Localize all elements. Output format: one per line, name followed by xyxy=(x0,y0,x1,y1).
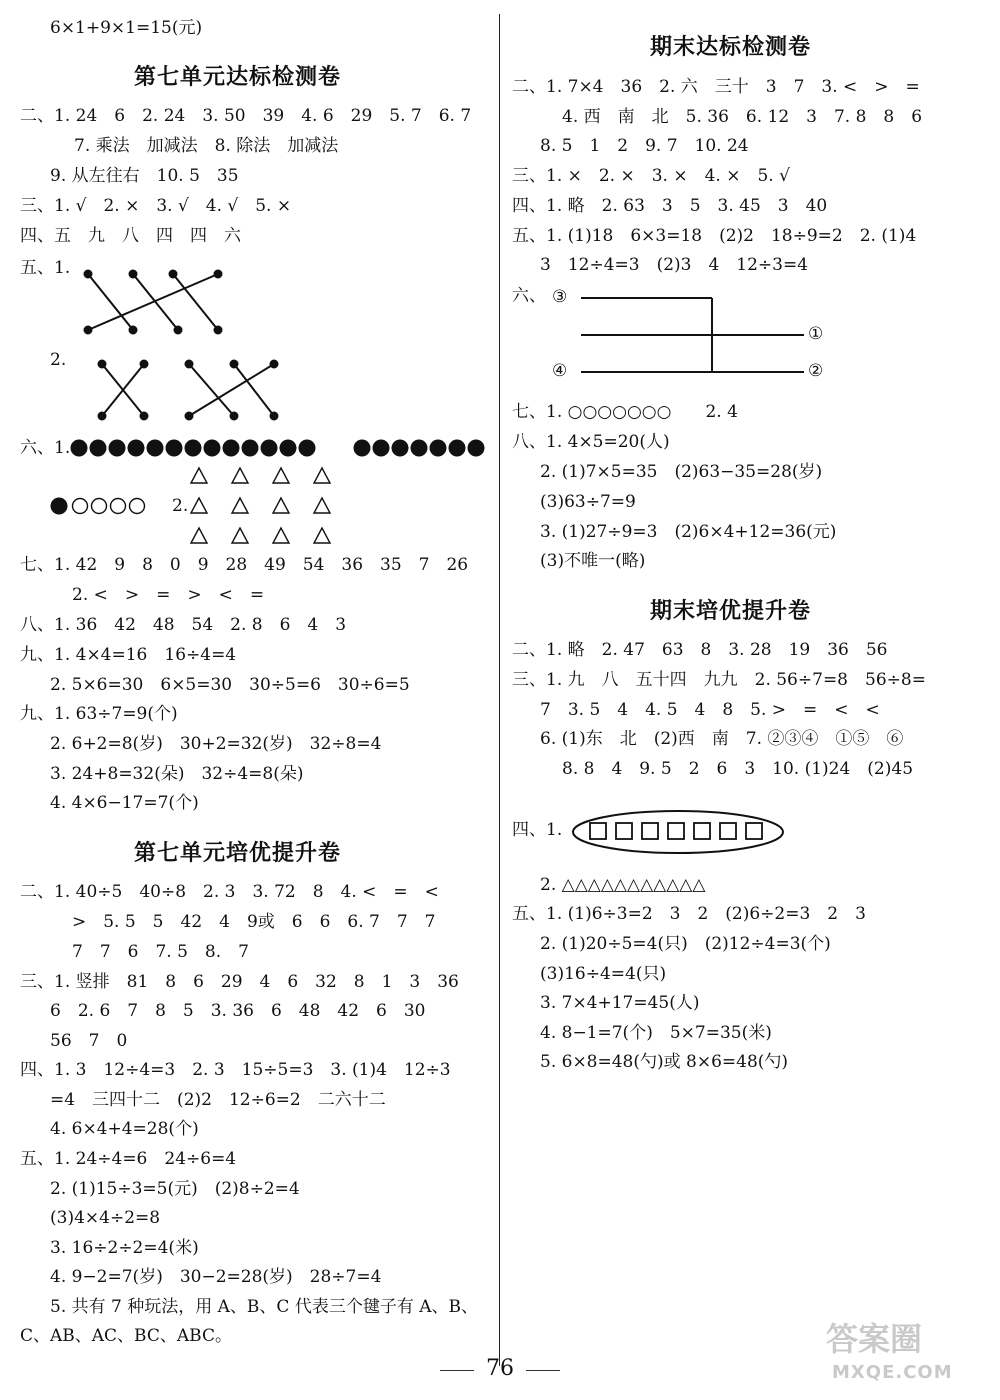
answer-line: 7. 乘法 加减法 8. 除法 加减法 xyxy=(74,136,339,156)
answer-line: 56 7 0 xyxy=(50,1031,128,1051)
answer-label: 六、1. xyxy=(20,438,71,458)
answer-line: 4. 西 南 北 5. 36 6. 12 3 7. 8 8 6 xyxy=(562,107,923,127)
answer-line: (3)63÷7=9 xyxy=(540,492,636,512)
answer-label: 2. xyxy=(172,496,189,516)
answer-line: 4. 6×4+4=28(个) xyxy=(50,1119,199,1139)
triangles-row xyxy=(190,526,340,546)
answer-line: 2. xyxy=(50,350,67,370)
answer-line: 4. 8−1=7(个) 5×7=35(米) xyxy=(540,1023,772,1043)
answer-line: 2. < > = > < = xyxy=(72,585,265,605)
answer-line: (3)4×4÷2=8 xyxy=(50,1208,161,1228)
answer-line: 2. (1)7×5=35 (2)63−35=28(岁) xyxy=(540,462,823,482)
circled-label: ② xyxy=(808,361,824,381)
answer-line: 三、1. 竖排 81 8 6 29 4 6 32 8 1 3 36 xyxy=(20,972,459,992)
answer-line: 二、1. 7×4 36 2. 六 三十 3 7 3. < > = xyxy=(512,77,920,97)
answer-line: 四、五 九 八 四 四 六 xyxy=(20,226,241,246)
answer-line: 5. 共有 7 种玩法，用 A、B、C 代表三个毽子有 A、B、 xyxy=(50,1297,479,1317)
answer-line: 7 3. 5 4 4. 5 4 8 5. > = < < xyxy=(540,700,880,720)
answer-line: 2. △△△△△△△△△△△ xyxy=(540,875,706,895)
matching-lines-figure-2 xyxy=(94,356,284,426)
answer-label: 四、1. xyxy=(512,820,563,840)
answer-line: 五、1. (1)6÷3=2 3 2 (2)6÷2=3 2 3 xyxy=(512,904,866,924)
section-title-final-standard: 期末达标检测卷 xyxy=(650,35,812,60)
answer-line: 九、1. 63÷7=9(个) xyxy=(20,704,178,724)
answer-line: 五、1. 24÷4=6 24÷6=4 xyxy=(20,1149,237,1169)
answer-line: 3. 24+8=32(朵) 32÷4=8(朵) xyxy=(50,764,304,784)
triangles-row xyxy=(190,466,340,486)
answer-line: 3 12÷4=3 (2)3 4 12÷3=4 xyxy=(540,255,809,275)
answer-line: 8. 8 4 9. 5 2 6 3 10. (1)24 (2)45 xyxy=(562,759,914,779)
answer-line: 5. 6×8=48(勺)或 8×6=48(勺) xyxy=(540,1052,789,1072)
answer-line: 二、1. 40÷5 40÷8 2. 3 3. 72 8 4. < = < xyxy=(20,882,439,902)
answer-line: 3. 7×4+17=45(人) xyxy=(540,993,700,1013)
page-number: 76 xyxy=(486,1356,514,1381)
answer-line: 五、1. xyxy=(20,258,71,278)
answer-line: 三、1. × 2. × 3. × 4. × 5. √ xyxy=(512,166,790,186)
circled-label: ① xyxy=(808,324,824,344)
answer-line: 3. (1)27÷9=3 (2)6×4+12=36(元) xyxy=(540,522,837,542)
answer-line: 七、1. ○○○○○○○ 2. 4 xyxy=(512,402,738,422)
answer-line: 2. (1)15÷3=5(元) (2)8÷2=4 xyxy=(50,1179,300,1199)
answer-line: 6 2. 6 7 8 5 3. 36 6 48 42 6 30 xyxy=(50,1001,426,1021)
answer-line: C、AB、AC、BC、ABC。 xyxy=(20,1326,232,1346)
answer-line: 2. 6+2=8(岁) 30+2=32(岁) 32÷8=4 xyxy=(50,734,382,754)
answer-line: 四、1. 略 2. 63 3 5 3. 45 3 40 xyxy=(512,196,828,216)
answer-line: > 5. 5 5 42 4 9或 6 6 6. 7 7 7 xyxy=(72,912,436,932)
answer-line: 五、1. (1)18 6×3=18 (2)2 18÷9=2 2. (1)4 xyxy=(512,226,917,246)
answer-line: 3. 16÷2÷2=4(米) xyxy=(50,1238,199,1258)
answer-line: (3)不唯一(略) xyxy=(540,551,646,571)
answer-line: 三、1. √ 2. × 3. √ 4. √ 5. × xyxy=(20,196,292,216)
answer-line: 七、1. 42 9 8 0 9 28 49 54 36 35 7 26 xyxy=(20,555,469,575)
section-title-final-advanced: 期末培优提升卷 xyxy=(650,599,812,624)
answer-line: 三、1. 九 八 五十四 九九 2. 56÷7=8 56÷8= xyxy=(512,670,926,690)
watermark-bottom: MXQE.COM xyxy=(832,1362,953,1383)
answer-line: 九、1. 4×4=16 16÷4=4 xyxy=(20,645,237,665)
watermark-top: 答案圈 xyxy=(826,1320,923,1358)
ellipse-squares-figure xyxy=(570,808,786,856)
answer-line: 4. 9−2=7(岁) 30−2=28(岁) 28÷7=4 xyxy=(50,1267,382,1287)
matching-lines-figure-1 xyxy=(78,262,238,342)
triangles-row xyxy=(190,496,340,516)
answer-line: 二、1. 略 2. 47 63 8 3. 28 19 36 56 xyxy=(512,640,888,660)
footer-dash xyxy=(526,1370,560,1371)
circled-label: ④ xyxy=(552,361,568,381)
answer-line: 四、1. 3 12÷4=3 2. 3 15÷5=3 3. (1)4 12÷3 xyxy=(20,1060,451,1080)
filled-dots-row xyxy=(70,436,494,460)
mixed-dots-row xyxy=(50,496,154,516)
answer-line: (3)16÷4=4(只) xyxy=(540,964,667,984)
watermark-logo xyxy=(818,1312,993,1392)
answer-line: 八、1. 4×5=20(人) xyxy=(512,432,670,452)
circled-label: ③ xyxy=(552,287,568,307)
column-divider xyxy=(499,14,500,1366)
answer-line: 7 7 6 7. 5 8. 7 xyxy=(72,942,249,962)
path-diagram xyxy=(536,284,858,386)
answer-line: 八、1. 36 42 48 54 2. 8 6 4 3 xyxy=(20,615,347,635)
answer-line: 9. 从左往右 10. 5 35 xyxy=(50,166,239,186)
answer-line: 8. 5 1 2 9. 7 10. 24 xyxy=(540,136,749,156)
answer-line: 6. (1)东 北 (2)西 南 7. ②③④ ①⑤ ⑥ xyxy=(540,729,904,749)
answer-line: 2. 5×6=30 6×5=30 30÷5=6 30÷6=5 xyxy=(50,675,410,695)
answer-line: =4 三四十二 (2)2 12÷6=2 二六十二 xyxy=(50,1090,386,1110)
section-title-unit7-standard: 第七单元达标检测卷 xyxy=(134,65,342,90)
section-title-unit7-advanced: 第七单元培优提升卷 xyxy=(134,841,342,866)
answer-line: 二、1. 24 6 2. 24 3. 50 39 4. 6 29 5. 7 6. 7 xyxy=(20,106,472,126)
answer-line: 2. (1)20÷5=4(只) (2)12÷4=3(个) xyxy=(540,934,831,954)
prelude-line: 6×1+9×1=15(元) xyxy=(50,18,203,38)
answer-label: 六、 xyxy=(512,286,546,306)
answer-line: 4. 4×6−17=7(个) xyxy=(50,793,199,813)
